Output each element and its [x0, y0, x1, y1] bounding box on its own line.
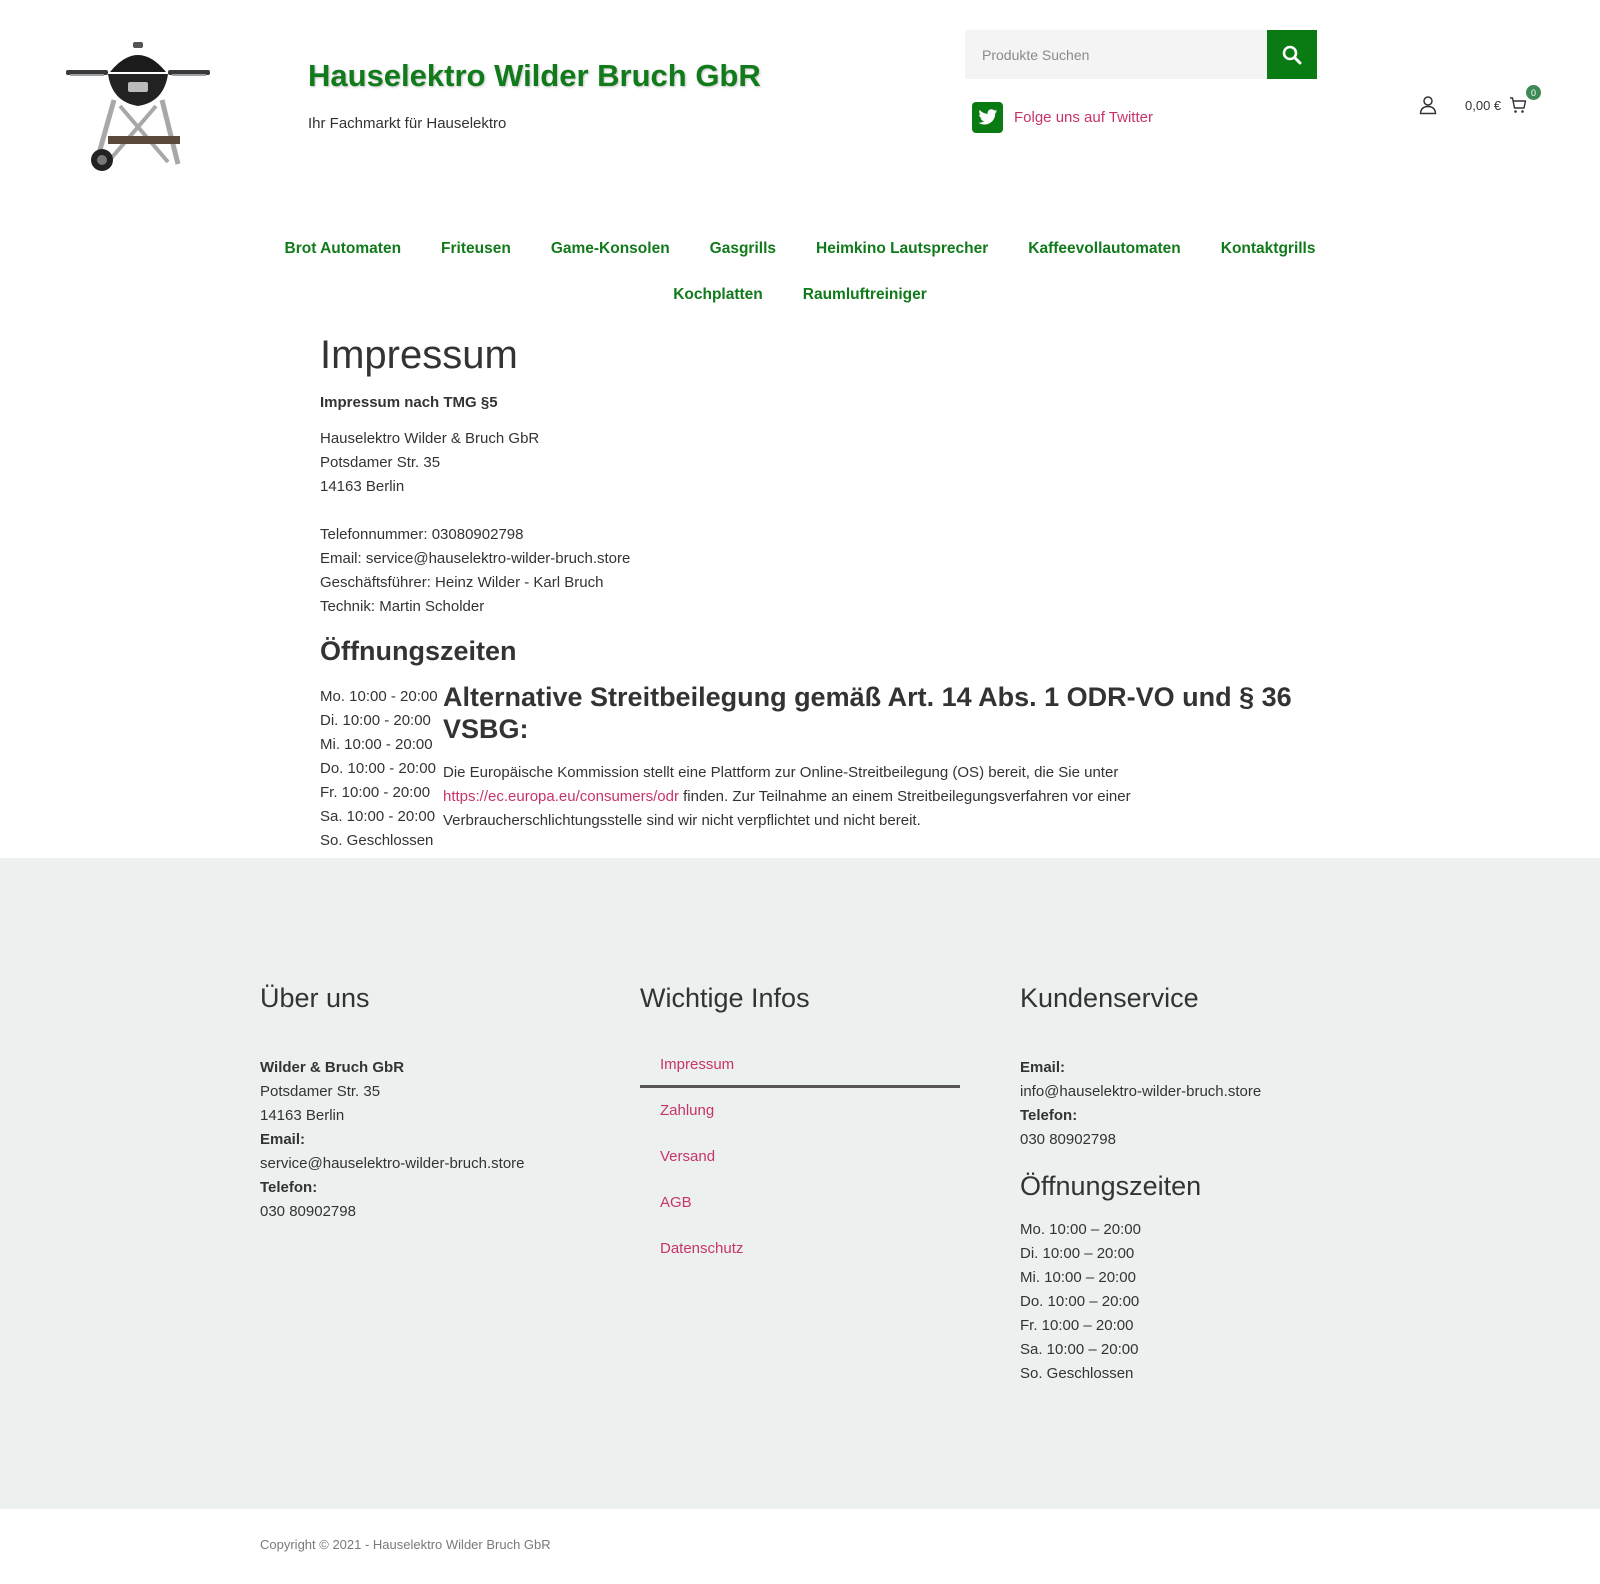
twitter-label: Folge uns auf Twitter — [1014, 109, 1153, 126]
footer-about-heading: Über uns — [260, 983, 370, 1013]
nav-row-1 — [0, 226, 1600, 272]
service-phone: 030 80902798 — [1020, 1131, 1116, 1148]
footer-link-versand[interactable]: Versand — [660, 1148, 716, 1165]
footer-link-zahlung[interactable]: Zahlung — [660, 1102, 715, 1119]
footer-service-heading: Kundenservice — [1020, 983, 1199, 1013]
dispute-resolution-text — [443, 761, 1300, 833]
nav-item-heimkino-lautsprecher[interactable]: Heimkino Lautsprecher — [816, 240, 989, 257]
opening-hours-heading: Öffnungszeiten — [320, 636, 517, 666]
twitter-icon — [972, 102, 1003, 133]
address-line: Hauselektro Wilder & Bruch GbR — [320, 430, 540, 447]
cart-button[interactable] — [1465, 96, 1527, 114]
footer-info-links — [640, 1042, 970, 1272]
footer-service-column — [1020, 982, 1350, 1386]
cart-count-badge: 0 — [1526, 85, 1541, 100]
dispute-text-part-1: Die Europäische Kommission stellt eine Plattform zur Online-Streitbeilegung (OS) bereit, die Sie unter — [443, 764, 1119, 781]
company-address — [320, 427, 1300, 499]
contact-line: Telefonnummer: 03080902798 — [320, 526, 524, 543]
opening-hours-list — [320, 685, 443, 853]
footer-about-column — [260, 982, 590, 1224]
footer-phone: 030 80902798 — [260, 1203, 356, 1220]
footer-email-label: Email: — [260, 1131, 306, 1148]
dispute-text-part-2: finden. Zur Teilnahme an einem Streitbeilegungsverfahren vor einer Verbraucherschlichtungsstelle sind wir nicht verpflichtet und nicht bereit. — [443, 788, 1131, 829]
nav-row-2 — [0, 272, 1600, 318]
twitter-follow-link[interactable] — [972, 102, 1153, 133]
footer-link-datenschutz[interactable]: Datenschutz — [660, 1240, 744, 1257]
nav-item-game-konsolen[interactable]: Game-Konsolen — [550, 240, 670, 257]
service-email: info@hauselektro-wilder-bruch.store — [1020, 1083, 1262, 1100]
footer-city: 14163 Berlin — [260, 1107, 345, 1124]
search-button[interactable] — [1267, 30, 1317, 79]
hours-line: Sa. 10:00 - 20:00 — [320, 808, 436, 825]
footer-phone-label: Telefon: — [260, 1179, 318, 1196]
footer-street: Potsdamer Str. 35 — [260, 1083, 381, 1100]
hours-line: Do. 10:00 - 20:00 — [320, 760, 436, 777]
service-hours-line: Fr. 10:00 – 20:00 — [1020, 1317, 1134, 1334]
address-line: 14163 Berlin — [320, 478, 405, 495]
page-title: Impressum — [320, 333, 518, 377]
service-hours-line: Mi. 10:00 – 20:00 — [1020, 1269, 1136, 1286]
service-phone-label: Telefon: — [1020, 1107, 1078, 1124]
footer-email: service@hauselektro-wilder-bruch.store — [260, 1155, 525, 1172]
site-title[interactable]: Hauselektro Wilder Bruch GbR — [308, 58, 761, 93]
service-hours-heading: Öffnungszeiten — [1020, 1171, 1202, 1201]
search-input[interactable] — [965, 30, 1267, 79]
service-hours-line: So. Geschlossen — [1020, 1365, 1134, 1382]
impressum-content — [320, 330, 1300, 853]
product-search — [965, 30, 1317, 79]
service-hours-line: Sa. 10:00 – 20:00 — [1020, 1341, 1139, 1358]
odr-platform-link[interactable]: https://ec.europa.eu/consumers/odr — [443, 788, 679, 805]
hours-line: Mi. 10:00 - 20:00 — [320, 736, 433, 753]
impressum-subtitle: Impressum nach TMG §5 — [320, 394, 498, 411]
footer-link-agb[interactable]: AGB — [660, 1194, 692, 1211]
site-tagline: Ihr Fachmarkt für Hauselektro — [308, 115, 507, 132]
hours-line: Fr. 10:00 - 20:00 — [320, 784, 431, 801]
company-contact — [320, 523, 1300, 619]
address-line: Potsdamer Str. 35 — [320, 454, 441, 471]
cart-total: 0,00 € — [1465, 97, 1502, 113]
nav-item-kochplatten[interactable]: Kochplatten — [673, 286, 763, 303]
nav-item-kaffeevollautomaten[interactable]: Kaffeevollautomaten — [1028, 240, 1181, 257]
nav-item-gasgrills[interactable]: Gasgrills — [709, 240, 777, 257]
service-email-label: Email: — [1020, 1059, 1066, 1076]
contact-line: Geschäftsführer: Heinz Wilder - Karl Bruch — [320, 574, 604, 591]
nav-item-brot-automaten[interactable]: Brot Automaten — [284, 240, 402, 257]
hours-line: Mo. 10:00 - 20:00 — [320, 688, 438, 705]
footer-link-impressum[interactable]: Impressum — [640, 1042, 960, 1088]
nav-item-kontaktgrills[interactable]: Kontaktgrills — [1220, 240, 1316, 257]
grill-logo-image — [58, 36, 218, 176]
site-logo[interactable] — [58, 36, 218, 176]
nav-item-friteusen[interactable]: Friteusen — [441, 240, 511, 257]
service-hours-line: Do. 10:00 – 20:00 — [1020, 1293, 1140, 1310]
site-footer — [0, 858, 1600, 1509]
footer-infos-column — [640, 982, 970, 1272]
contact-line: Technik: Martin Scholder — [320, 598, 485, 615]
dispute-resolution-section — [443, 682, 1300, 853]
copyright-notice: Copyright © 2021 - Hauselektro Wilder Bruch GbR — [260, 1537, 551, 1552]
cart-icon — [1509, 96, 1527, 114]
hours-line: So. Geschlossen — [320, 832, 434, 849]
hours-line: Di. 10:00 - 20:00 — [320, 712, 431, 729]
footer-company-name: Wilder & Bruch GbR — [260, 1059, 405, 1076]
contact-line: Email: service@hauselektro-wilder-bruch.store — [320, 550, 631, 567]
main-navigation — [0, 226, 1600, 318]
footer-infos-heading: Wichtige Infos — [640, 983, 810, 1013]
service-hours-line: Di. 10:00 – 20:00 — [1020, 1245, 1135, 1262]
dispute-resolution-heading: Alternative Streitbeilegung gemäß Art. 14 Abs. 1 ODR-VO und § 36 VSBG: — [443, 682, 1292, 744]
nav-item-raumluftreiniger[interactable]: Raumluftreiniger — [802, 286, 927, 303]
user-icon[interactable] — [1418, 95, 1438, 115]
search-icon — [1282, 45, 1302, 65]
service-hours-line: Mo. 10:00 – 20:00 — [1020, 1221, 1141, 1238]
